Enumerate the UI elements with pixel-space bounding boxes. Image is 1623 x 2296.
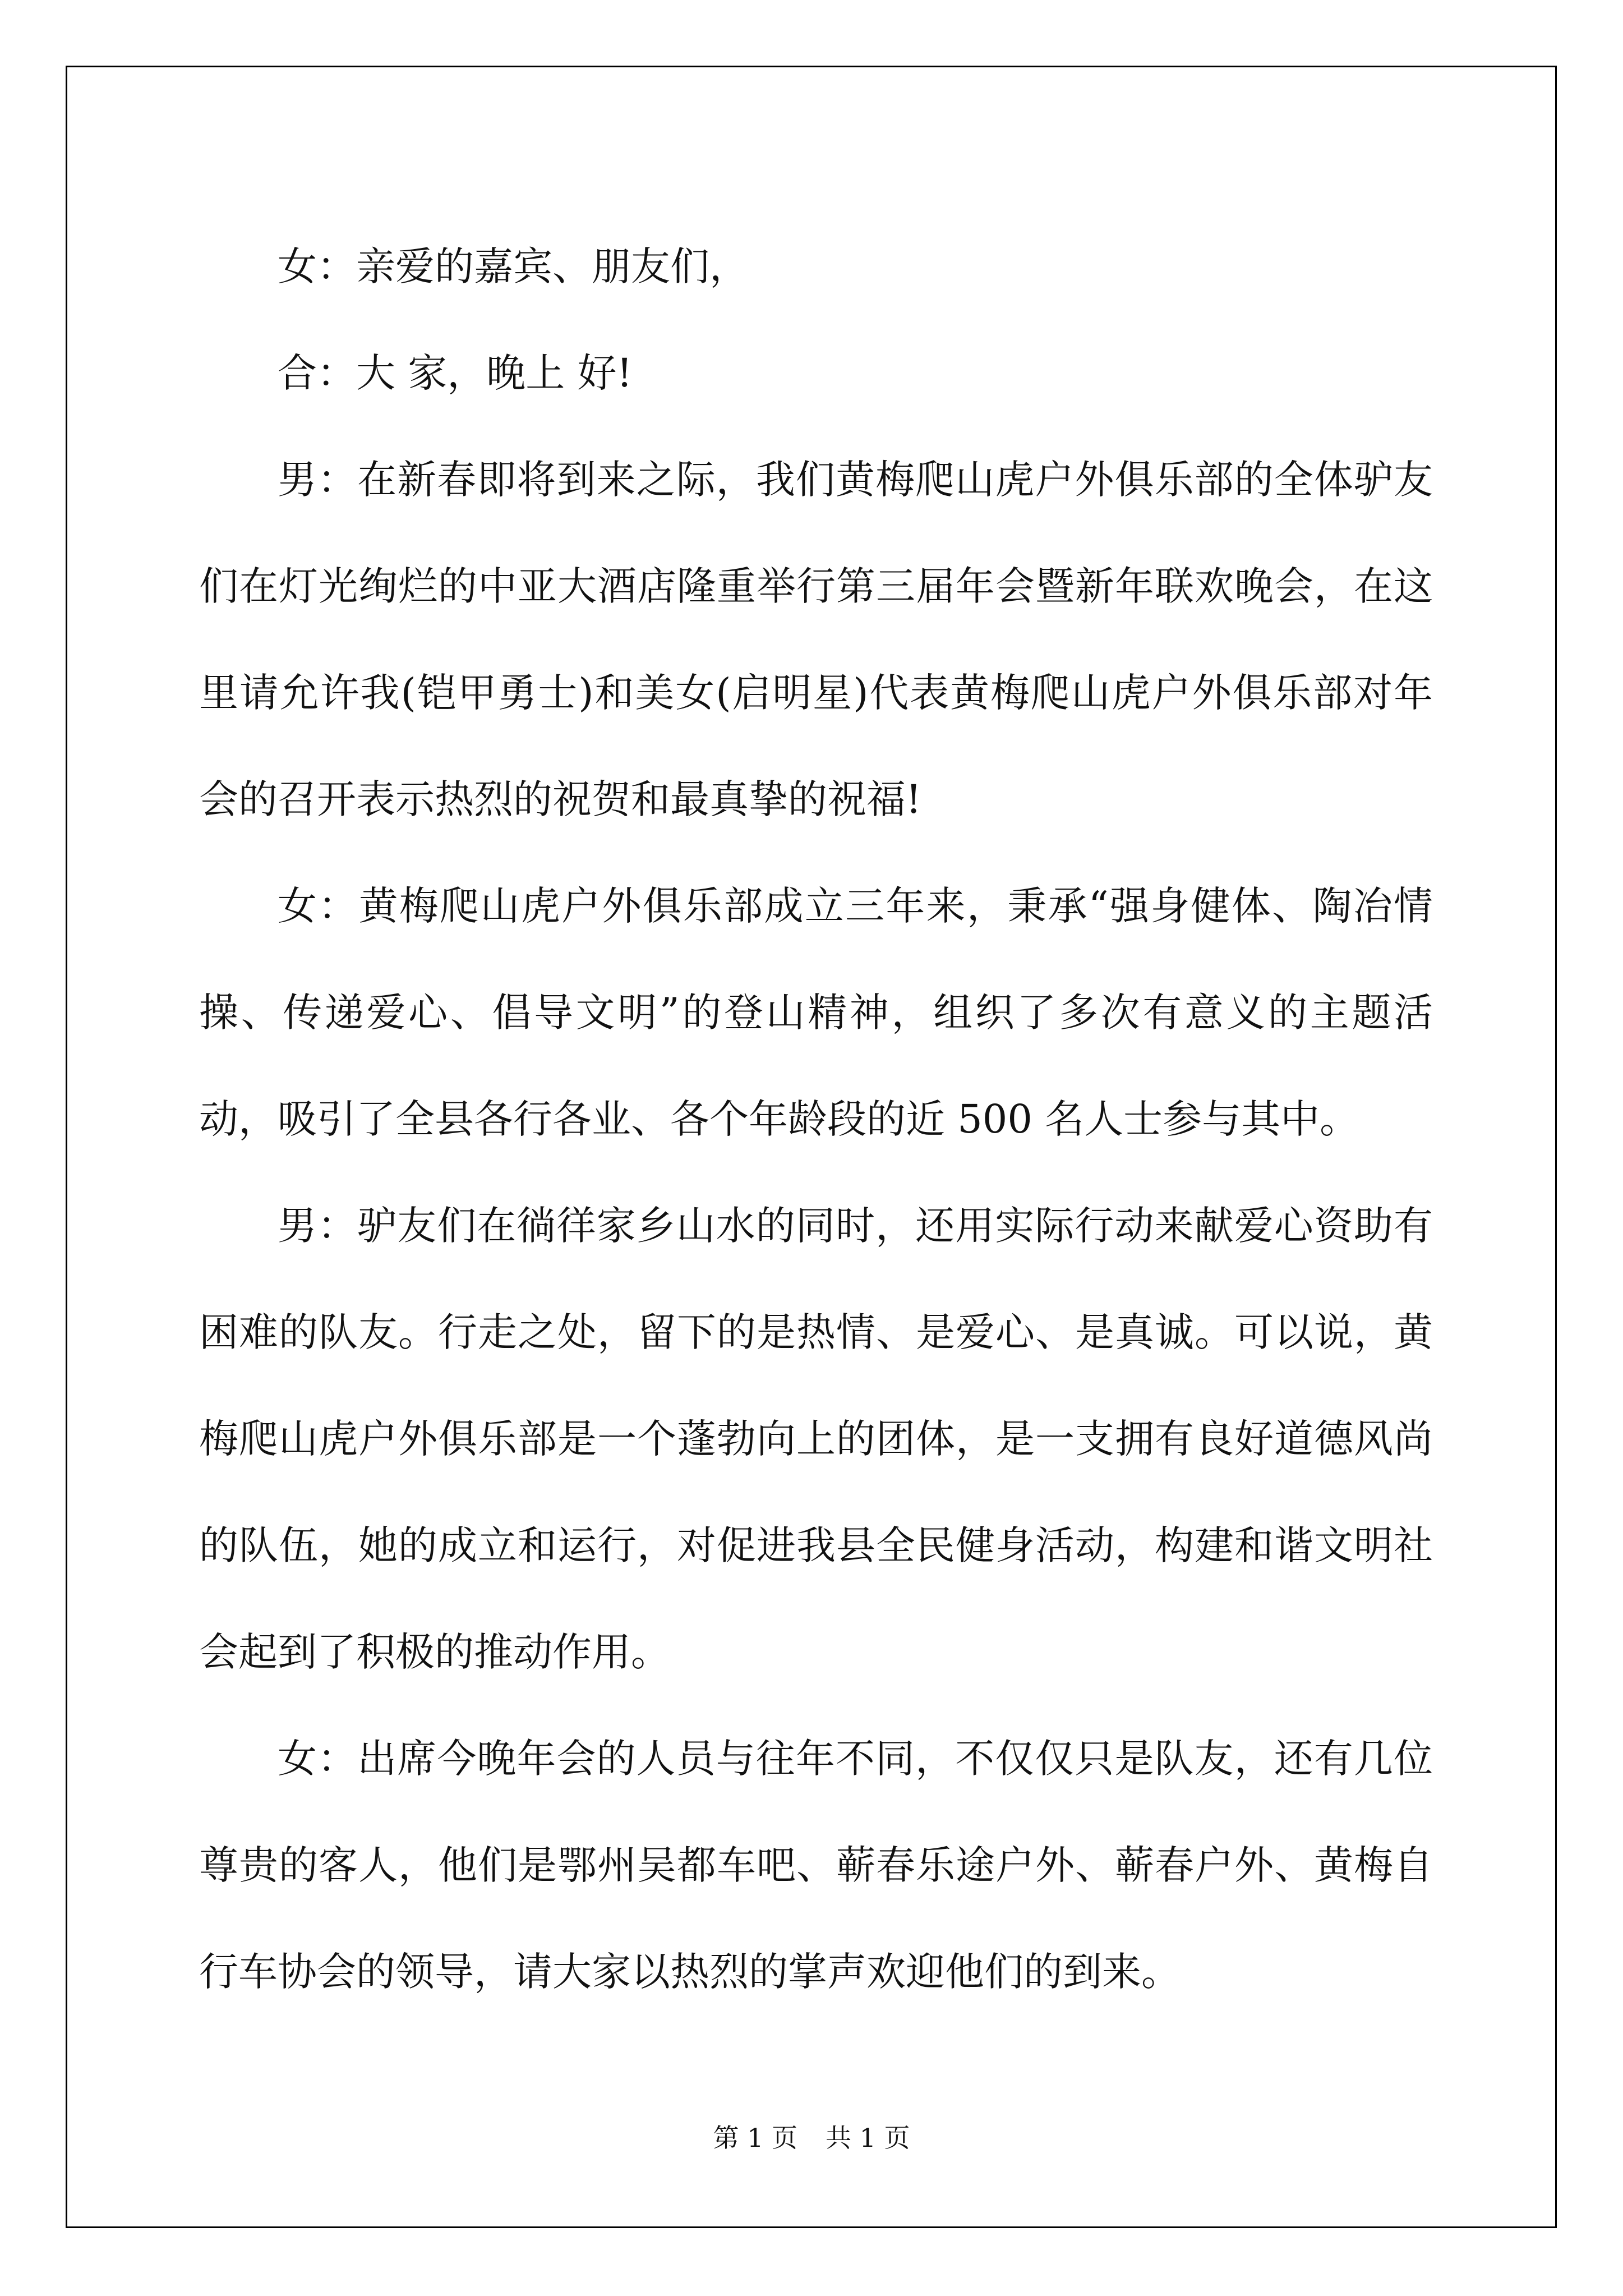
document-body: [199, 213, 1433, 2025]
paragraph-club-history: 女：黄梅爬山虎户外俱乐部成立三年来，秉承“强身健体、陶冶情操、传递爱心、倡导文明”的登山精神，组织了多次有意义的主题活动，吸引了全县各行各业、各个年龄段的近 500 名人士参与其中。: [199, 883, 1433, 1142]
page-number: 第 1 页: [713, 2123, 797, 2153]
page-total: 共 1 页: [826, 2123, 910, 2153]
paragraph-opening: 男：在新春即将到来之际，我们黄梅爬山虎户外俱乐部的全体驴友们在灯光绚烂的中亚大酒店隆重举行第三届年会暨新年联欢晚会，在这里请允许我(铠甲勇士)和美女(启明星)代表黄梅爬山虎户外俱乐部对年会的召开表示热烈的祝贺和最真挚的祝福!: [199, 457, 1433, 822]
paragraph-joint-greeting: 合：大 家，晚上 好!: [278, 350, 633, 396]
page-footer: [0, 2118, 1623, 2155]
paragraph-guests: 女：出席今晚年会的人员与往年不同，不仅仅只是队友，还有几位尊贵的客人，他们是鄂州吴都车吧、蕲春乐途户外、蕲春户外、黄梅自行车协会的领导，请大家以热烈的掌声欢迎他们的到来。: [199, 1736, 1433, 1995]
paragraph-club-spirit: 男：驴友们在徜徉家乡山水的同时，还用实际行动来献爱心资助有困难的队友。行走之处，留下的是热情、是爱心、是真诚。可以说，黄梅爬山虎户外俱乐部是一个蓬勃向上的团体，是一支拥有良好道德风尚的队伍，她的成立和运行，对促进我县全民健身活动，构建和谐文明社会起到了积极的推动作用。: [199, 1203, 1433, 1675]
paragraph-greeting: 女：亲爱的嘉宾、朋友们，: [278, 243, 749, 289]
